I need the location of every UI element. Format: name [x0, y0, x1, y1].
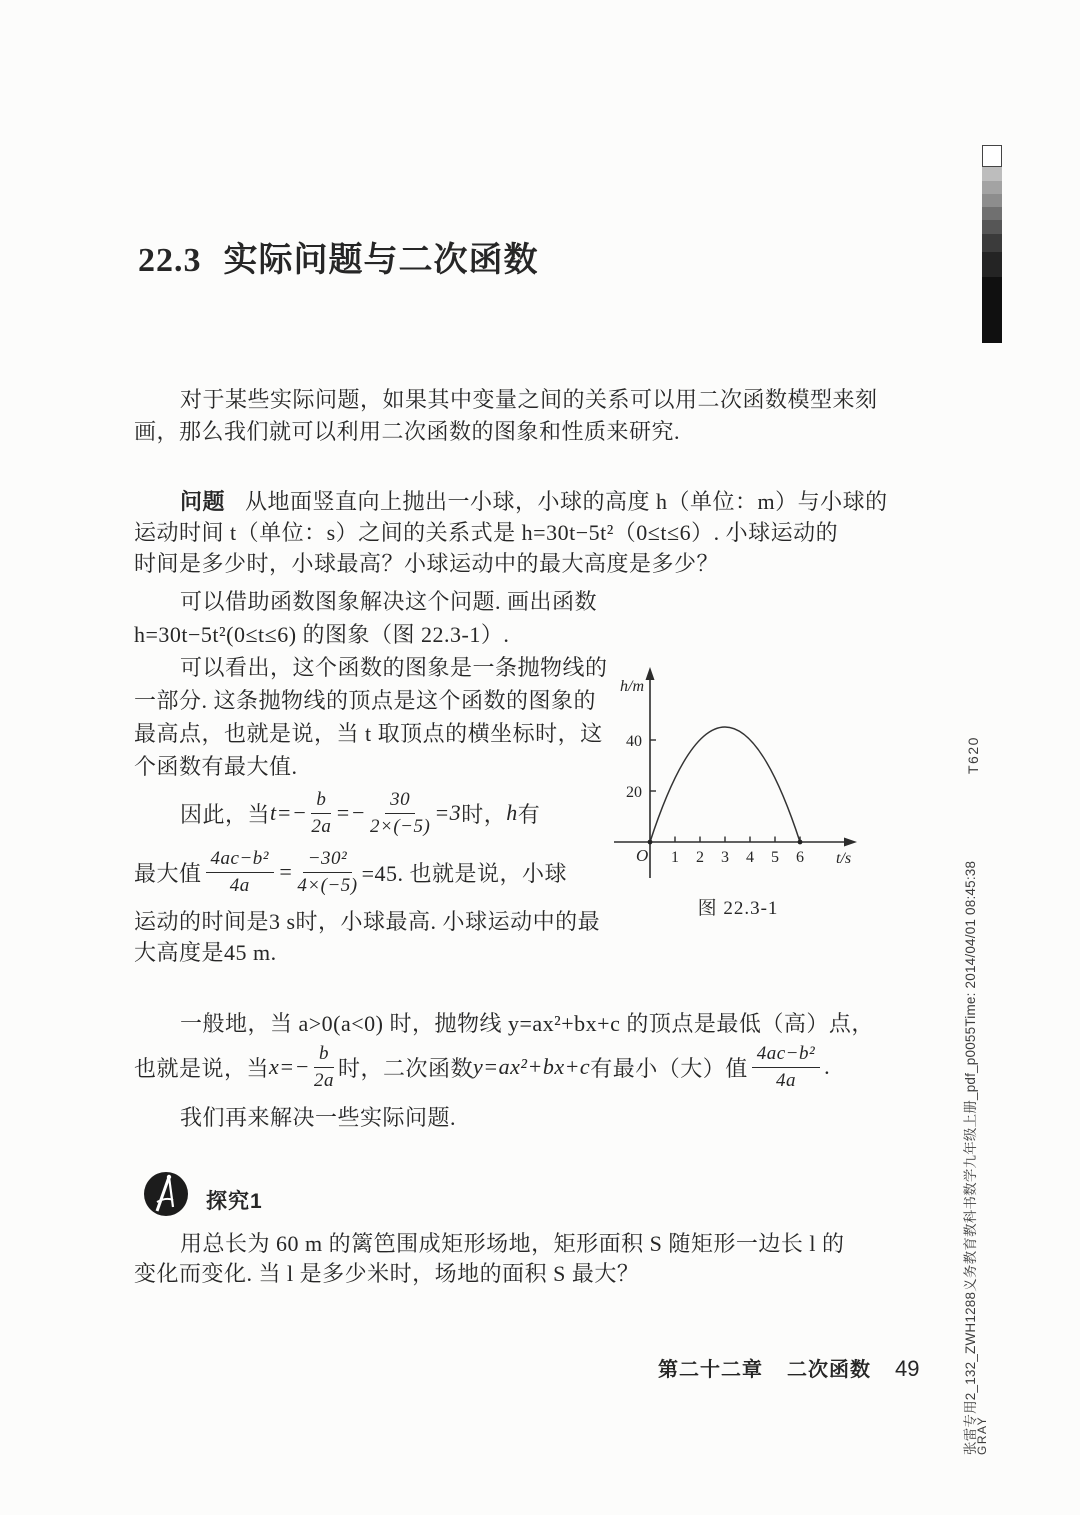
x-tick-label: 1 [671, 849, 679, 866]
problem-label: 问题 [180, 489, 226, 514]
fraction-denominator: 4a [229, 874, 250, 896]
x-axis-arrow [844, 838, 857, 847]
page-footer [658, 1353, 919, 1382]
text-line: 一部分. 这条抛物线的顶点是这个函数的图象的 [134, 688, 597, 713]
x-tick-label: 4 [746, 849, 754, 866]
fraction-numerator: 4ac−b² [206, 848, 274, 873]
formula-text: 最大值 [134, 860, 202, 886]
calibration-step [982, 167, 1002, 181]
fraction-numerator: −30² [303, 848, 353, 873]
calibration-step [982, 145, 1002, 167]
fraction [370, 789, 430, 838]
fraction-numerator: 4ac−b² [752, 1043, 820, 1068]
formula-line-1 [134, 783, 540, 843]
text-line: 对于某些实际问题，如果其中变量之间的关系可以用二次函数模型来刻 [180, 387, 878, 412]
calibration-step [982, 194, 1002, 207]
text-line: 变化而变化. 当 l 是多少米时，场地的面积 S 最大？ [134, 1261, 640, 1286]
origin-point [648, 840, 653, 845]
parabola-curve [650, 727, 800, 842]
formula-text: 因此，当 [180, 801, 271, 827]
fraction-denominator: 2a [313, 1069, 334, 1091]
calibration-step [982, 252, 1002, 277]
section-title-text: 实际问题与二次函数 [223, 242, 539, 279]
text-line: 运动的时间是3 s时，小球最高. 小球运动中的最 [134, 909, 601, 934]
formula-math: = [277, 859, 294, 884]
intro-paragraph [134, 384, 924, 448]
explore-label: 探究1 [206, 1190, 263, 1213]
formula-line-general [134, 1038, 830, 1096]
y-tick-label: 20 [626, 784, 642, 801]
calibration-step [982, 220, 1002, 234]
compass-icon [142, 1170, 190, 1218]
formula-text: 有最小（大）值 [590, 1055, 748, 1081]
explore-paragraph [134, 1229, 924, 1289]
fraction-denominator: 4a [775, 1069, 796, 1091]
problem-paragraph [134, 486, 924, 579]
fraction [752, 1043, 820, 1092]
section-number: 22.3 [138, 242, 202, 279]
figure-caption: 图 22.3-1 [697, 898, 779, 919]
formula-math: =3 [434, 800, 462, 825]
text-line: 一般地，当 a>0(a<0) 时，抛物线 y=ax²+bx+c 的顶点是最低（高）点， [180, 1011, 874, 1036]
scan-code-label: T620 [965, 736, 981, 774]
calibration-step [982, 181, 1002, 194]
gray-label: GRAY [975, 1415, 989, 1455]
problem-line-1: 从地面竖直向上抛出一小球，小球的高度 h（单位：m）与小球的 [245, 489, 888, 514]
y-axis-arrow [646, 667, 655, 680]
fraction [311, 789, 331, 838]
text-line: 用总长为 60 m 的篱笆围成矩形场地，矩形面积 S 随矩形一边长 l 的 [180, 1231, 845, 1256]
x-tick-label: 2 [696, 849, 704, 866]
page-title [138, 232, 539, 281]
text-line: 大高度是45 m. [134, 940, 277, 965]
formula-text: 也就是说，当 [134, 1055, 270, 1081]
fraction [297, 848, 357, 897]
formula-text: =45. 也就是说，小球 [361, 860, 568, 886]
formula-math: h [506, 800, 518, 825]
fraction-denominator: 4×(−5) [297, 874, 358, 896]
formula-text: 时， [461, 801, 507, 827]
formula-math: x=− [269, 1054, 310, 1079]
calibration-step [982, 277, 1002, 343]
footer-section: 二次函数 [787, 1359, 871, 1381]
formula-math: y=ax²+bx+c [473, 1054, 591, 1079]
fraction-denominator: 2×(−5) [370, 815, 431, 837]
text-line: 个函数有最大值. [134, 754, 298, 779]
fraction-numerator: 30 [385, 789, 415, 814]
fraction-numerator: b [311, 789, 331, 814]
fraction [206, 848, 274, 897]
formula-math: t=− [270, 800, 308, 825]
text-line: h=30t−5t²(0≤t≤6) 的图象（图 22.3-1）. [134, 622, 510, 647]
y-axis-label: h/m [620, 678, 644, 695]
text-line: 我们再来解决一些实际问题. [180, 1105, 457, 1130]
text-line: 可以看出，这个函数的图象是一条抛物线的 [180, 655, 608, 680]
formula-line-2 [134, 843, 567, 901]
calibration-step [982, 234, 1002, 252]
x-tick-label: 5 [771, 849, 779, 866]
end-point [798, 840, 803, 845]
footer-chapter: 第二十二章 [658, 1359, 763, 1381]
function-graph [600, 660, 912, 892]
x-tick-label: 3 [721, 849, 729, 866]
formula-text: . [824, 1054, 831, 1079]
solution-paragraph [134, 585, 634, 783]
x-tick-label: 6 [796, 849, 804, 866]
calibration-step [982, 207, 1002, 220]
page-number: 49 [895, 1356, 920, 1381]
fraction-denominator: 2a [311, 815, 332, 837]
formula-math: =− [335, 800, 367, 825]
text-line: 运动时间 t（单位：s）之间的关系式是 h=30t−5t²（0≤t≤6）. 小球运动的 [134, 520, 839, 545]
formula-text: 时，二次函数 [337, 1055, 473, 1081]
text-line [134, 486, 924, 517]
origin-label: O [636, 846, 649, 865]
x-axis-label: t/s [836, 850, 852, 867]
formula-text: 有 [517, 801, 541, 827]
text-line: 时间是多少时，小球最高？小球运动中的最大高度是多少？ [134, 551, 720, 576]
text-line: 可以借助函数图象解决这个问题. 画出函数 [180, 589, 598, 614]
fraction-numerator: b [314, 1043, 334, 1068]
y-tick-label: 40 [626, 733, 642, 750]
grayscale-calibration-bar [982, 145, 1002, 343]
fraction [314, 1043, 334, 1092]
watermark-text: 张雷专用2_132_ZWH1288义务教育教科书数学九年级上册_pdf_p0055Time: 2014/04/01 08:45:38 [963, 860, 978, 1455]
text-line: 最高点，也就是说，当 t 取顶点的横坐标时，这 [134, 721, 603, 746]
text-line: 画，那么我们就可以利用二次函数的图象和性质来研究. [134, 419, 681, 444]
